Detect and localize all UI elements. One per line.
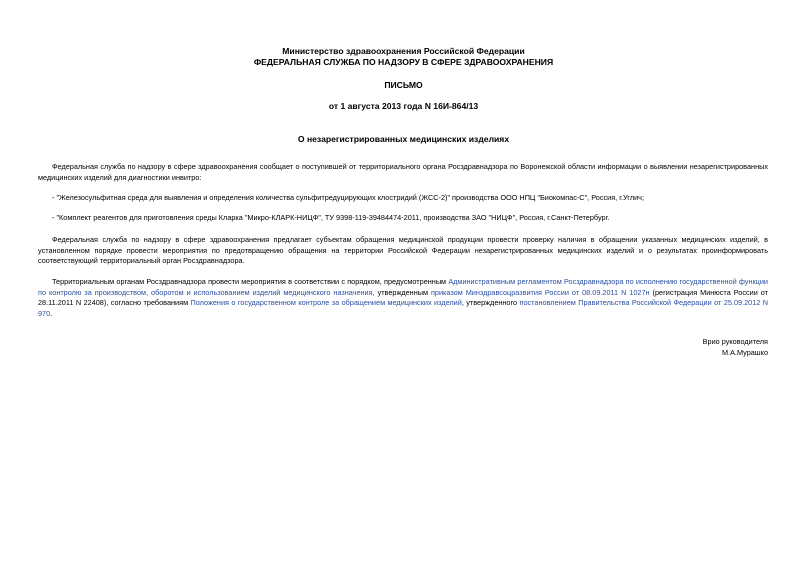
- link-government-decree-970[interactable]: постановлением Правительства Российской Федерации от 25.09.2012 N 970: [38, 298, 769, 318]
- paragraph-instructions: [38, 277, 768, 319]
- doc-subject: О незарегистрированных медицинских изделиях: [297, 134, 510, 144]
- instructions-text-5: .: [50, 308, 53, 318]
- service-heading: ФЕДЕРАЛЬНАЯ СЛУЖБА ПО НАДЗОРУ В СФЕРЕ ЗДРАВООХРАНЕНИЯ: [253, 57, 554, 67]
- instructions-text-4: , утвержденного: [461, 298, 520, 307]
- instructions-text-3: (регистрация Минюста России от 28.11.2011 N 22408), согласно требованиям: [38, 287, 768, 307]
- paragraph-intro: Федеральная служба по надзору в сфере здравоохранения сообщает о поступившей от территориального органа Росздравнадзора по Воронежской области информации о выявлении незарегистрированных медицинских изделий для диагностики инвитро:: [38, 162, 768, 182]
- link-admin-regulation[interactable]: Административным регламентом Росздравнадзора по исполнению государственной функции по контролю за производством, оборотом и использованием изделий медицинского назначения: [38, 277, 768, 297]
- link-order-1027n[interactable]: приказом Минздравсоцразвития России от 08.09.2011 N 1027н: [430, 287, 650, 297]
- signature-name: М.А.Мурашко: [721, 348, 768, 357]
- link-control-regulation[interactable]: Положения о государственном контроле за обращением медицинских изделий: [190, 298, 462, 307]
- instructions-text-1: Территориальным органам Росздравнадзора провести мероприятия в соответствии с порядком, предусмотренным: [52, 277, 449, 286]
- paragraph-proposal: Федеральная служба по надзору в сфере здравоохранения предлагает субъектам обращения медицинской продукции провести проверку наличия в обращении указанных медицинских изделий, в установленном порядке провести мероприятия по предотвращению обращения на территории Российской Федерации незарегистрированных медицинских изделий и о результатах проинформировать соответствующий территориальный орган Росздравнадзора.: [38, 235, 768, 265]
- doc-type-heading: ПИСЬМО: [384, 80, 423, 90]
- signature-position: Врио руководителя: [702, 337, 768, 346]
- list-item-2: - "Комплект реагентов для приготовления среды Кларка "Микро-КЛАРК-НИЦФ", ТУ 9398-119-39484474-2011, производства ЗАО "НИЦФ", Россия, г.Санкт-Петербург.: [52, 213, 610, 222]
- list-item-1: - "Железосульфитная среда для выявления и определения количества сульфитредуцирующих клостридий (ЖСС-2)" производства ООО НПЦ "Биокомпас-С", Россия, г.Углич;: [52, 193, 644, 202]
- doc-date-number: от 1 августа 2013 года N 16И-864/13: [328, 101, 479, 111]
- instructions-text-2: , утвержденным: [372, 287, 431, 297]
- ministry-heading: Министерство здравоохранения Российской Федерации: [282, 46, 525, 56]
